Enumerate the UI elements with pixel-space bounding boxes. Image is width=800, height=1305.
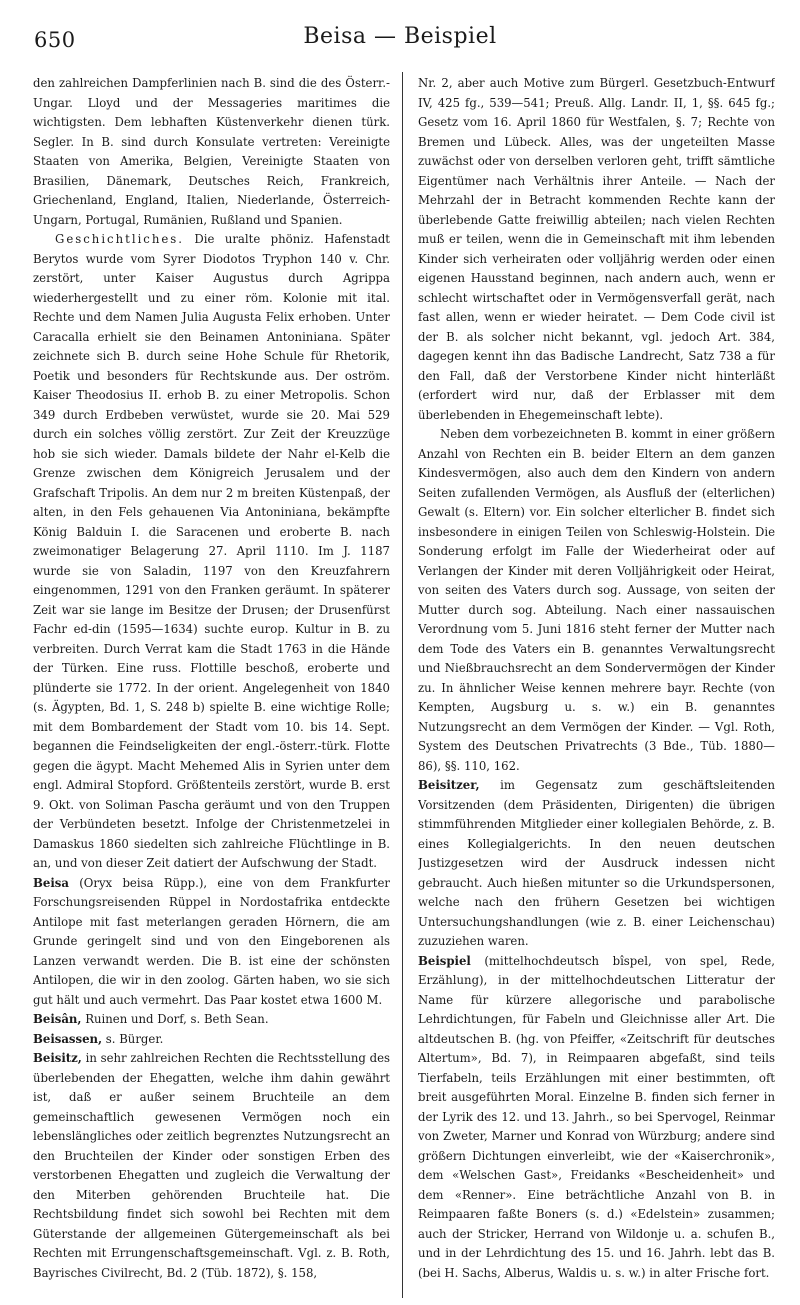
page-header [0,0,800,64]
paragraph-history [33,230,390,874]
entry-beisa [33,874,390,1011]
entry-beisitz [33,1049,390,1283]
entry-beisan [33,1010,390,1030]
lemma-beisassen: Beisassen, [33,1031,103,1046]
lemma-beisan: Beisân, [33,1012,82,1026]
entry-beisitz-text: in sehr zahlreichen Rechten die Rechtsstellung des überlebenden der Ehegatten, welche ihm dahin gewährt ist, daß er außer seinem Bruchteile an dem gemeinschaftlich gewesenen Vermögen noch ein lebenslängliches oder zeitlich begrenztes Nutzungsrecht an den Bruchteilen der Kinder oder sonstigen Erben des verstorbenen Ehegatten und zugleich die Verwaltung der den Miterben gehörenden Bruchteile hat. Die Rechtsbildung findet sich sowohl bei Rechten mit dem Güterstande der allgemeinen Gütergemeinschaft als bei Rechten mit Errungenschaftsgemeinschaft. Vgl. z. B. Roth, Bayrisches Civilrecht, Bd. 2 (Tüb. 1872), §. 158, [33,1051,390,1280]
running-title: Beisa — Beispiel [303,24,497,49]
entry-beisa-text: (Oryx beisa Rüpp.), eine von dem Frankfurter Forschungsreisenden Rüppel in Nordostafrika entdeckte Antilope mit fast meterlangen geraden Hörnern, die am Grunde geringelt sind und von den Eingeborenen als Lanzen verwandt werden. Die B. ist eine der schönsten Antilopen, die wir in den zoolog. Gärten haben, wo sie sich gut hält und auch vermehrt. Das Paar kostet etwa 1600 M. [33,875,390,1007]
entry-beisassen-text: s. Bürger. [102,1031,164,1046]
paragraph-beisitz-continued: Nr. 2, aber auch Motive zum Bürgerl. Gesetzbuch-Entwurf IV, 425 fg., 539—541; Preuß. Allg. Landr. II, 1, §§. 645 fg.; Gesetz vom 16. April 1860 für Westfalen, §. 7; Rechte von Bremen und Lübeck. Alles, was der ungeteilten Masse zuwächst oder von derselben verloren geht, trifft sämtliche Eigentümer nach Verhältnis ihrer Anteile. — Nach der Mehrzahl der in Betracht kommenden Rechte kann der überlebende Gatte freiwillig abteilen; nach vielen Rechten muß er teilen, wenn die in Gemeinschaft mit ihm lebenden Kinder sich verheiraten oder volljährig werden oder einen eigenen Hausstand beginnen, nach andern auch, wenn er schlecht wirtschaftet oder in Vermögensverfall gerät, nach fast allen, wenn er wieder heiratet. — Dem Code civil ist der B. als solcher nicht bekannt, vgl. jedoch Art. 384, dagegen kennt ihn das Badische Landrecht, Satz 738 a für den Fall, daß der Verstorbene Kinder nicht hinterläßt (erfordert wird nur, daß der Erblasser mit dem überlebenden in Ehegemeinschaft lebte). [418,76,775,422]
paragraph-parental-beisitz: Neben dem vorbezeichneten B. kommt in einer größern Anzahl von Rechten ein B. beider Eltern an dem ganzen Kindesvermögen, also auch dem den Kindern von andern Seiten zufallenden Vermögen, als Ausfluß der (elterlichen) Gewalt (s. Eltern) vor. Ein solcher elterlicher B. findet sich insbesondere in einigen Teilen von Schleswig-Holstein. Die Sonderung erfolgt im Falle der Wiederheirat oder auf Verlangen der Kinder mit deren Volljährigkeit oder Heirat, von seiten des Vaters durch sog. Aussage, von seiten der Mutter durch sog. Abteilung. Nach einer nassauischen Verordnung vom 5. Juni 1816 steht ferner der Mutter nach dem Tode des Vaters ein B. genanntes Verwaltungsrecht und Nießbrauchsrecht an dem Sondervermögen der Kinder zu. In ähnlicher Weise kennen mehrere bayr. Rechte (von Kempten, Augsburg u. s. w.) ein B. genanntes Nutzungsrecht an dem Vermögen der Kinder. — Vgl. Roth, System des Deutschen Privatrechts (3 Bde., Tüb. 1880—86), §§. 110, 162. [418,427,775,773]
left-column [33,74,390,1296]
entry-beisitzer [418,776,775,952]
column-divider [402,72,403,1298]
entry-beispiel-text: (mittelhochdeutsch bîspel, von spel, Rede, Erzählung), in der mittelhochdeutschen Litteratur der Name für kürzere allegorische und parabolische Lehrdichtungen, für Fabeln und Gleichnisse aller Art. Die altdeutschen B. (hg. von Pfeiffer, «Zeitschrift für deutsches Altertum», Bd. 7), in Reimpaaren abgefaßt, sind teils Tierfabeln, teils Erzählungen mit einer bestimmten, oft breit ausgeführten Moral. Einzelne B. finden sich ferner in der Lyrik des 12. und 13. Jahrh., so bei Spervogel, Reinmar von Zweter, Marner und Konrad von Würzburg; andere sind größern Dichtungen einverleibt, wie der «Kaiserchronik», dem «Welschen Gast», Freidanks «Bescheidenheit» und dem «Renner». Eine beträchtliche Anzahl von B. in Reimpaaren faßte Boners (s. d.) «Edelstein» zusammen; auch der Stricker, Herrand von Wildonje u. a. schufen B., und in der Lehrdichtung des 15. und 16. Jahrh. lebt das B. (bei H. Sachs, Alberus, Waldis u. s. w.) in alter Frische fort. [418,953,775,1280]
history-text: Die uralte phöniz. Hafenstadt Berytos wurde vom Syrer Diodotos Tryphon 140 v. Chr. zerstört, unter Kaiser Augustus durch Agrippa wiederhergestellt und zu einer röm. Kolonie mit ital. Rechte und dem Namen Julia Augusta Felix erhoben. Unter Caracalla erhielt sie den Beinamen Antoniniana. Später zeichnete sich B. durch seine Hohe Schule für Rhetorik, Poetik und besonders für Rechtskunde aus. Der oström. Kaiser Theodosius II. erhob B. zu einer Metropolis. Schon 349 durch Erdbeben verwüstet, wurde sie 20. Mai 529 durch ein solches völlig zerstört. Zur Zeit der Kreuzzüge hob sie sich wieder. Damals bildete der Nahr el-Kelb die Grenze zwischen dem Königreich Jerusalem und der Grafschaft Tripolis. An dem nur 2 m breiten Küstenpaß, der alten, in den Fels gehauenen Via Antoniniana, bekämpfte König Balduin I. die Saracenen und eroberte B. nach zweimonatiger Belagerung 27. April 1110. Im J. 1187 wurde sie von Saladin, 1197 von den Kreuzfahrern eingenommen, 1291 von den Franken geräumt. In späterer Zeit war sie lange im Besitze der Drusen; der Drusenfürst Fachr ed-din (1595—1634) suchte europ. Kultur in B. zu verbreiten. Durch Verrat kam die Stadt 1763 in die Hände der Türken. Eine russ. Flottille beschoß, eroberte und plünderte sie 1772. In der orient. Angelegenheit von 1840 (s. Ägypten, Bd. 1, S. 248 b) spielte B. eine wichtige Rolle; mit dem Bombardement der Stadt vom 10. bis 14. Sept. begannen die Feindseligkeiten der engl.-österr.-türk. Flotte gegen die ägypt. Macht Mehemed Alis in Syrien unter dem engl. Admiral Stopford. Größtenteils zerstört, wurde B. erst 9. Okt. von Soliman Pascha geräumt und von den Truppen der Verbündeten besetzt. Infolge der Christenmetzelei in Damaskus 1860 siedelten sich zahlreiche Flüchtlinge in B. an, und von dieser Zeit datiert der Aufschwung der Stadt. [33,232,390,870]
lemma-beisitzer: Beisitzer, [418,778,480,792]
entry-beispiel [418,952,775,1284]
lemma-beisa: Beisa [33,875,69,890]
entry-beisitzer-text: im Gegensatz zum geschäftsleitenden Vorsitzenden (dem Präsidenten, Dirigenten) die übrigen stimmführenden Mitglieder einer kollegialen Behörde, z. B. eines Kollegialgerichts. In den neuen deutschen Justizgesetzen wird der Ausdruck indessen nicht gebraucht. Auch hießen mitunter so die Urkundspersonen, welche nach den frühern Gesetzen bei wichtigen Untersuchungshandlungen (wie z. B. einer Leichenschau) zuzuziehen waren. [418,778,775,948]
right-column [418,74,775,1296]
paragraph-port-traffic: den zahlreichen Dampferlinien nach B. sind die des Österr.-Ungar. Lloyd und der Messageries maritimes die wichtigsten. Dem lebhaften Küstenverkehr dienen türk. Segler. In B. sind durch Konsulate vertreten: Vereinigte Staaten von Amerika, Belgien, Vereinigte Staaten von Brasilien, Dänemark, Deutsches Reich, Frankreich, Griechenland, England, Italien, Niederlande, Österreich-Ungarn, Portugal, Rumänien, Rußland und Spanien. [33,76,390,227]
lemma-beisitz: Beisitz, [33,1051,82,1065]
lemma-beispiel: Beispiel [418,953,471,968]
entry-beisassen [33,1030,390,1050]
history-heading: Geschichtliches. [55,232,185,246]
entry-beisan-text: Ruinen und Dorf, s. Beth Sean. [81,1012,269,1026]
page-number: 650 [34,28,76,52]
